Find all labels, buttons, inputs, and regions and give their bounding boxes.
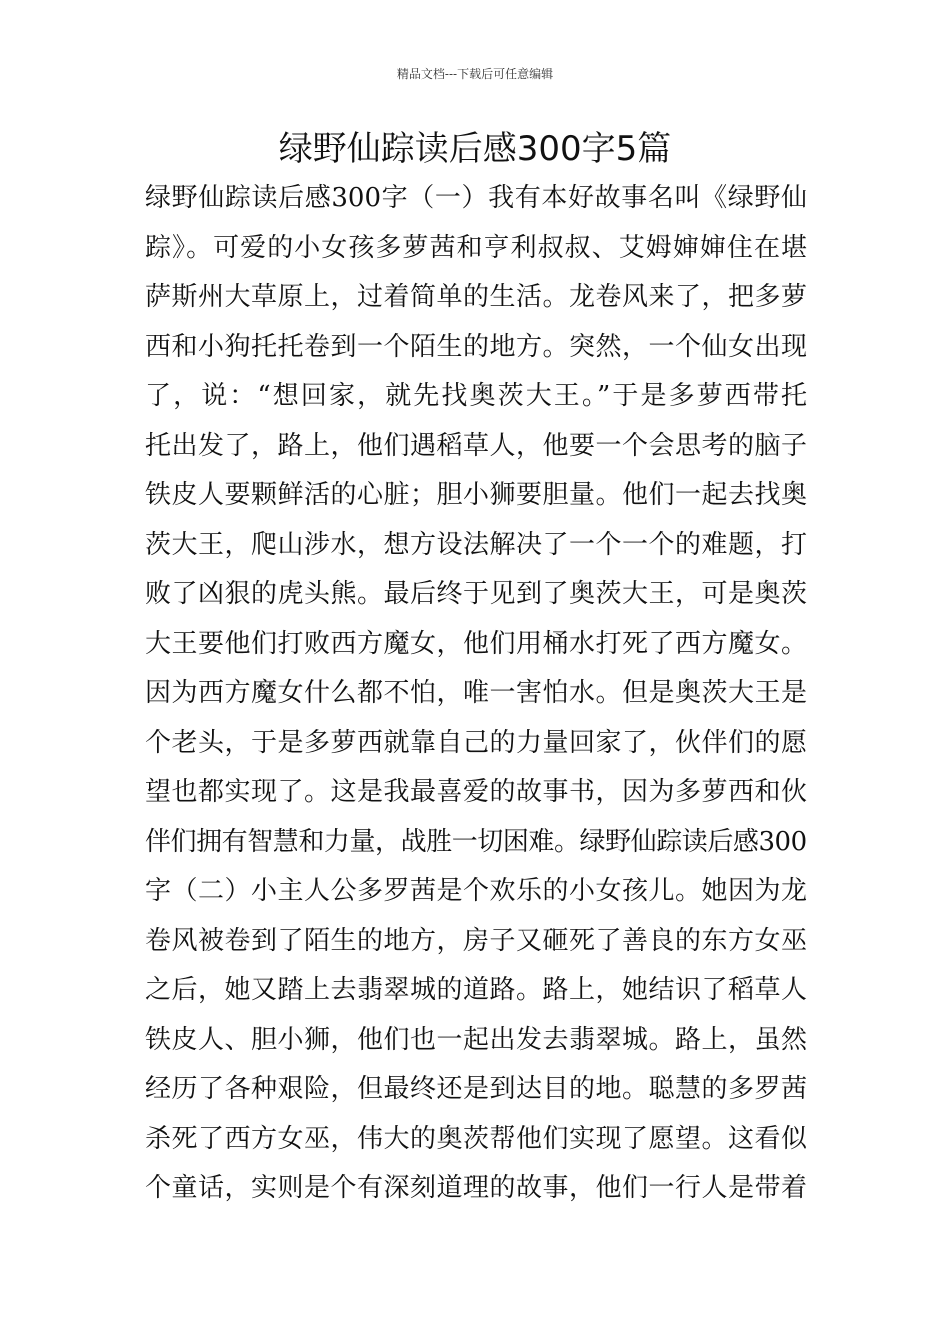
body-line: 大王要他们打败西方魔女，他们用桶水打死了西方魔女。 bbox=[145, 628, 807, 659]
body-line: 茨大王，爬山涉水，想方设法解决了一个一个的难题，打 bbox=[145, 529, 807, 560]
body-line: 因为西方魔女什么都不怕，唯一害怕水。但是奥茨大王是 bbox=[145, 678, 807, 708]
body-line: 个老头，于是多萝西就靠自己的力量回家了，伙伴们的愿 bbox=[145, 727, 807, 758]
body-line: 绿野仙踪读后感300字（一）我有本好故事名叫《绿野仙 bbox=[145, 183, 807, 213]
body-line: 之后，她又踏上去翡翠城的道路。路上，她结识了稻草人 bbox=[145, 975, 807, 1005]
body-text bbox=[145, 174, 807, 1214]
body-line: 败了凶狠的虎头熊。最后终于见到了奥茨大王，可是奥茨 bbox=[145, 579, 807, 609]
body-line: 铁皮人、胆小狮，他们也一起出发去翡翠城。路上，虽然 bbox=[145, 1024, 807, 1055]
body-line: 托出发了，路上，他们遇稻草人，他要一个会思考的脑子 bbox=[145, 430, 807, 461]
body-line: 卷风被卷到了陌生的地方，房子又砸死了善良的东方女巫 bbox=[145, 925, 807, 956]
body-line: 踪》。可爱的小女孩多萝茜和亨利叔叔、艾姆婶婶住在堪 bbox=[145, 232, 807, 263]
body-line: 西和小狗托托卷到一个陌生的地方。突然，一个仙女出现 bbox=[145, 331, 807, 362]
body-line: 望也都实现了。这是我最喜爱的故事书，因为多萝西和伙 bbox=[145, 777, 807, 807]
body-line: 经历了各种艰险，但最终还是到达目的地。聪慧的多罗茜 bbox=[145, 1074, 807, 1104]
document-title: 绿野仙踪读后感300字5篇 bbox=[278, 129, 672, 169]
body-line: 铁皮人要颗鲜活的心脏；胆小狮要胆量。他们一起去找奥 bbox=[145, 480, 807, 510]
header-note: 精品文档---下载后可任意编辑 bbox=[396, 67, 554, 81]
body-line: 字（二）小主人公多罗茜是个欢乐的小女孩儿。她因为龙 bbox=[145, 876, 807, 906]
body-line: 个童话，实则是个有深刻道理的故事，他们一行人是带着 bbox=[145, 1173, 807, 1203]
body-line: 萨斯州大草原上，过着简单的生活。龙卷风来了，把多萝 bbox=[145, 282, 807, 312]
body-line: 杀死了西方女巫，伟大的奥茨帮他们实现了愿望。这看似 bbox=[145, 1123, 807, 1154]
body-line: 了，说：“想回家，就先找奥茨大王。”于是多萝西带托 bbox=[145, 381, 807, 411]
body-line: 伴们拥有智慧和力量，战胜一切困难。绿野仙踪读后感300 bbox=[145, 826, 807, 857]
